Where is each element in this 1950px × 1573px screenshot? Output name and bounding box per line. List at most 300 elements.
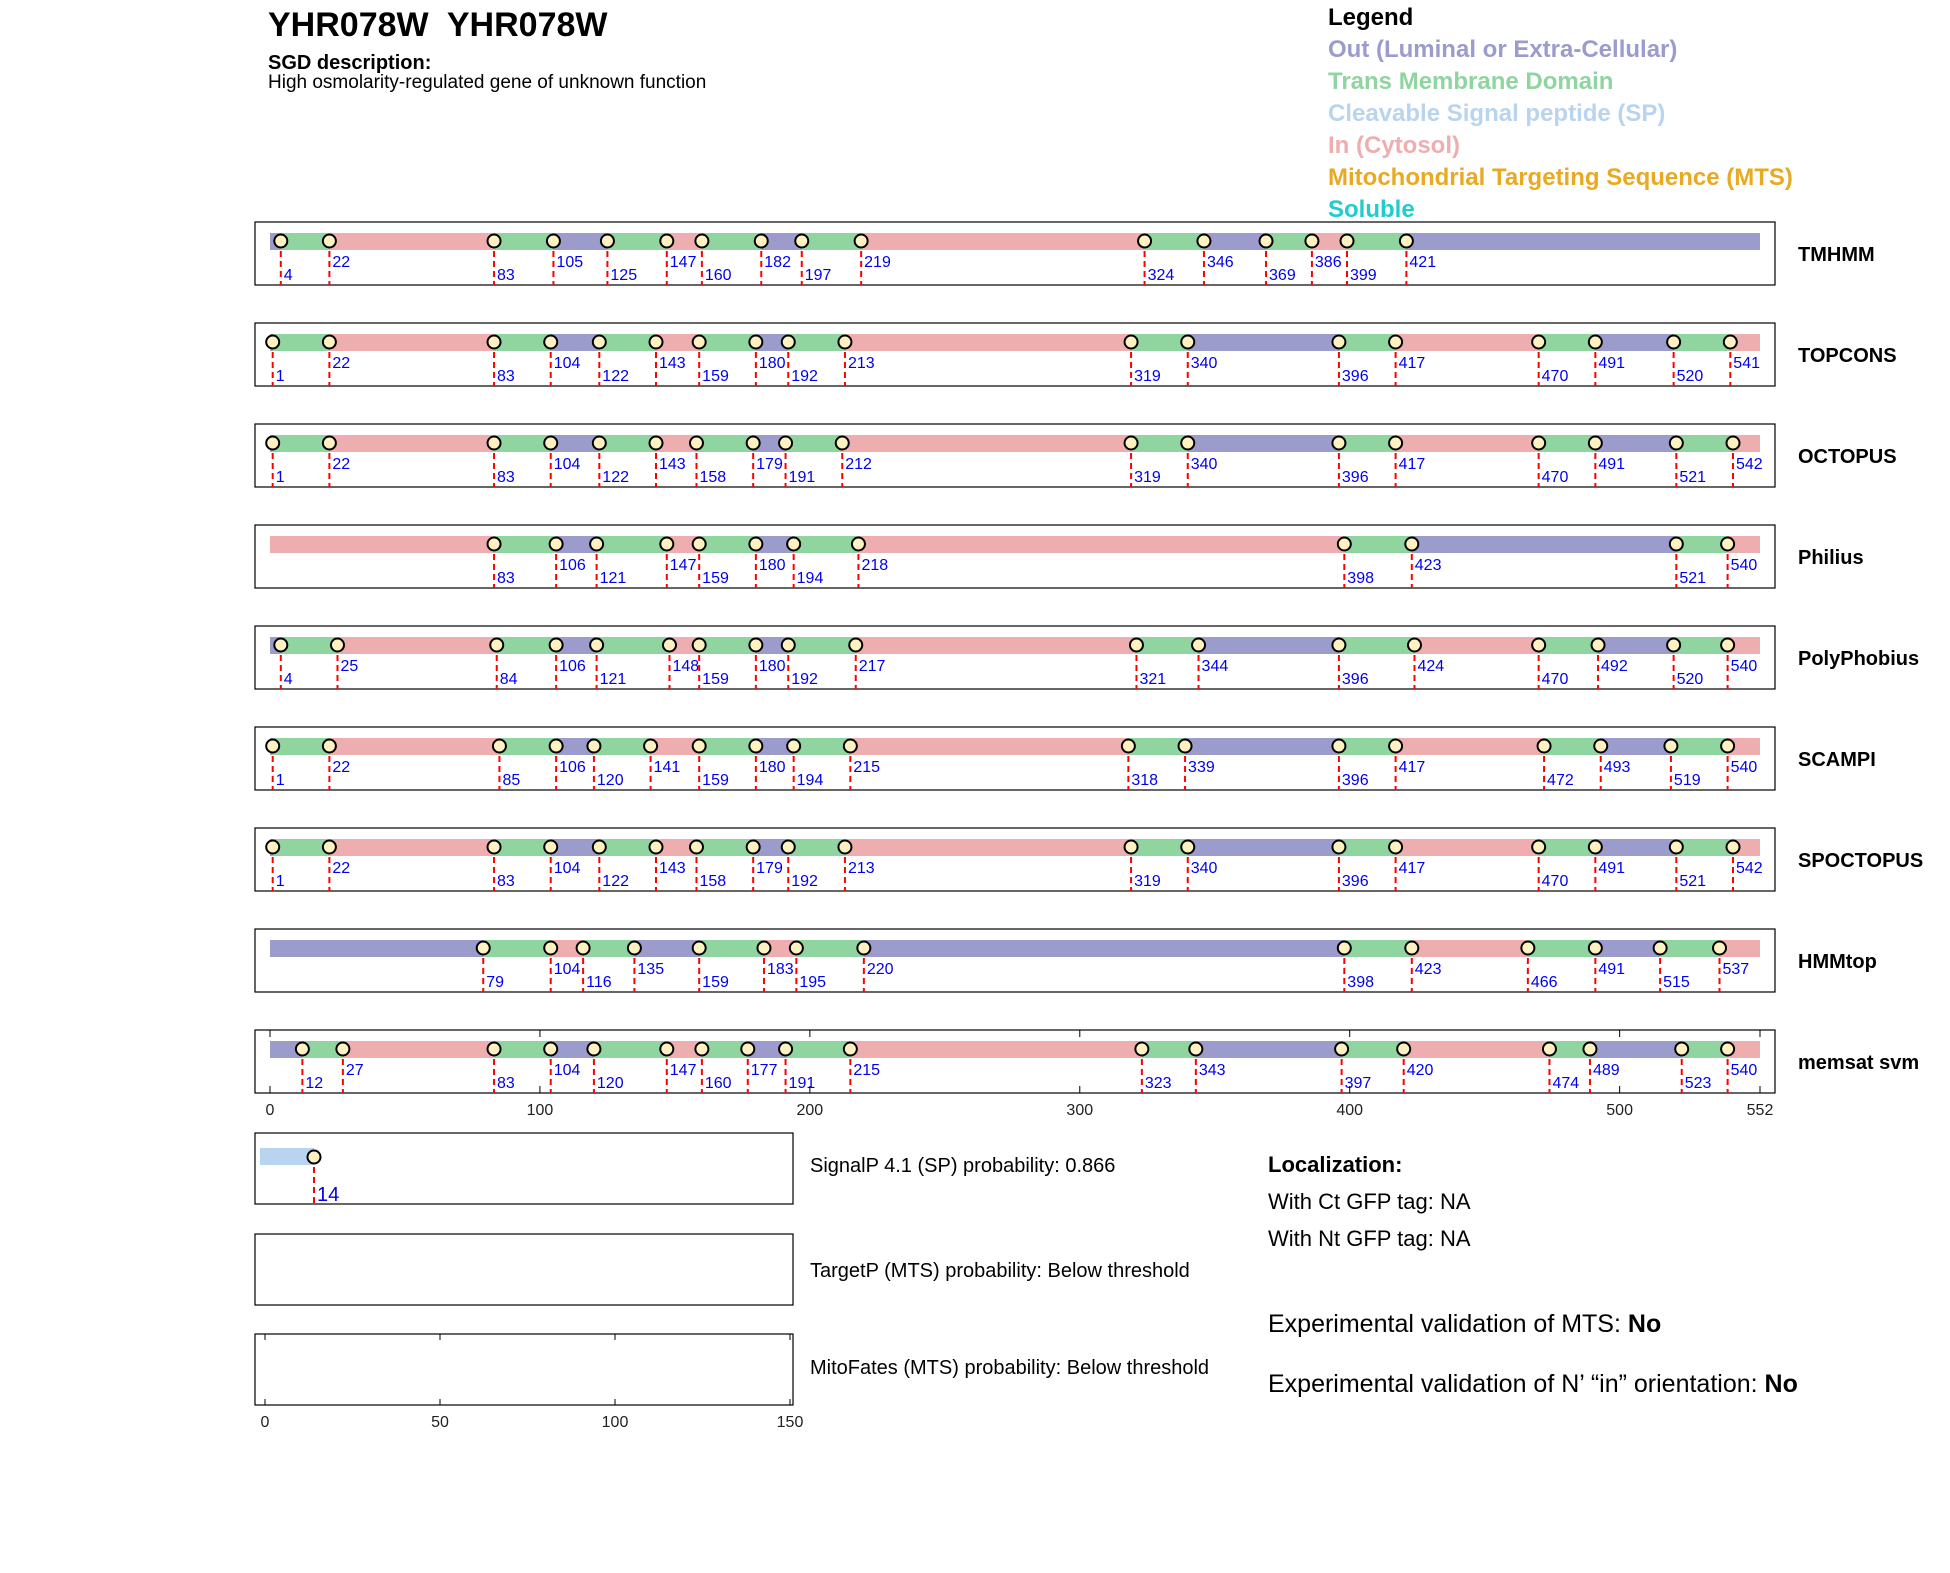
boundary-label: 25 <box>340 658 359 675</box>
validation-mts-value: No <box>1627 1310 1662 1338</box>
boundary-label: 197 <box>804 267 832 284</box>
track-memsat-svm <box>255 1030 1919 1093</box>
boundary-marker <box>587 740 600 753</box>
boundary-label: 521 <box>1679 469 1707 486</box>
track-name: TMHMM <box>1798 244 1875 266</box>
boundary-marker <box>1667 336 1680 349</box>
boundary-label: 1 <box>275 368 285 385</box>
boundary-label: 344 <box>1201 658 1229 675</box>
boundary-marker <box>1532 336 1545 349</box>
boundary-marker <box>1130 639 1143 652</box>
topology-segment <box>1131 334 1188 351</box>
boundary-marker <box>1389 336 1402 349</box>
track-name: OCTOPUS <box>1798 446 1897 468</box>
boundary-marker <box>1135 1043 1148 1056</box>
boundary-label: 158 <box>699 873 727 890</box>
boundary-marker <box>693 740 706 753</box>
boundary-label: 491 <box>1598 456 1626 473</box>
boundary-label: 83 <box>497 368 515 385</box>
topology-segment <box>337 637 496 654</box>
boundary-marker <box>1532 639 1545 652</box>
bottom-x-tick-label: 50 <box>431 1414 449 1431</box>
boundary-label: 324 <box>1147 267 1175 284</box>
topology-segment <box>1131 839 1188 856</box>
boundary-label: 219 <box>864 254 891 271</box>
topology-segment <box>786 1041 851 1058</box>
boundary-marker <box>1532 437 1545 450</box>
boundary-marker <box>593 336 606 349</box>
boundary-marker <box>590 538 603 551</box>
boundary-label: 470 <box>1541 671 1569 688</box>
boundary-marker <box>1335 1043 1348 1056</box>
boundary-label: 417 <box>1398 860 1426 877</box>
topology-segment <box>1145 233 1204 250</box>
boundary-marker <box>779 1043 792 1056</box>
topology-segment <box>1671 738 1728 755</box>
boundary-marker <box>852 538 865 551</box>
boundary-marker <box>1400 235 1413 248</box>
topology-segment <box>1539 334 1596 351</box>
boundary-marker <box>336 1043 349 1056</box>
boundary-label: 121 <box>599 671 627 688</box>
boundary-label: 340 <box>1190 456 1218 473</box>
topology-segment <box>1404 1041 1550 1058</box>
boundary-marker <box>550 538 563 551</box>
topology-segment <box>794 738 851 755</box>
boundary-label: 369 <box>1269 267 1296 284</box>
boundary-label: 192 <box>791 368 818 385</box>
boundary-label: 22 <box>332 355 351 372</box>
boundary-marker <box>577 942 590 955</box>
boundary-label: 22 <box>332 254 351 271</box>
topology-segment <box>1674 334 1731 351</box>
boundary-label: 143 <box>658 355 686 372</box>
boundary-marker <box>544 942 557 955</box>
boundary-marker <box>1721 538 1734 551</box>
boundary-label: 339 <box>1188 759 1215 776</box>
topology-segment <box>858 536 1344 553</box>
topology-segment <box>1188 435 1339 452</box>
topology-segment <box>788 637 855 654</box>
boundary-marker <box>1592 639 1605 652</box>
boundary-marker <box>1664 740 1677 753</box>
boundary-marker <box>1594 740 1607 753</box>
boundary-marker <box>857 942 870 955</box>
topology-segment <box>1396 738 1544 755</box>
topology-segment <box>1406 233 1760 250</box>
boundary-label: 423 <box>1414 557 1442 574</box>
boundary-marker <box>695 235 708 248</box>
validation-orientation-value: No <box>1764 1370 1798 1398</box>
topology-segment <box>494 334 551 351</box>
boundary-marker <box>1260 235 1273 248</box>
boundary-label: 396 <box>1341 873 1369 890</box>
topology-segment <box>499 738 556 755</box>
boundary-label: 217 <box>858 658 886 675</box>
boundary-marker <box>1138 235 1151 248</box>
boundary-label: 147 <box>669 254 697 271</box>
boundary-label: 147 <box>669 557 697 574</box>
boundary-marker <box>690 437 703 450</box>
boundary-marker <box>1583 1043 1596 1056</box>
boundary-marker <box>660 1043 673 1056</box>
topology-segment <box>1339 334 1396 351</box>
topology-segment <box>1344 940 1411 957</box>
topology-segment <box>329 738 499 755</box>
boundary-marker <box>757 942 770 955</box>
boundary-marker <box>690 841 703 854</box>
topology-segment <box>1196 1041 1342 1058</box>
topology-segment <box>1136 637 1198 654</box>
boundary-marker <box>693 538 706 551</box>
topology-segment <box>1676 435 1733 452</box>
topology-segment <box>583 940 634 957</box>
boundary-label: 104 <box>553 961 581 978</box>
boundary-marker <box>1721 1043 1734 1056</box>
boundary-label: 83 <box>497 1075 515 1092</box>
x-tick-label: 400 <box>1336 1102 1364 1119</box>
track-name: SPOCTOPUS <box>1798 850 1924 872</box>
track-spoctopus <box>255 828 1923 891</box>
localization-title: Localization: <box>1268 1152 1403 1177</box>
boundary-marker <box>1721 639 1734 652</box>
boundary-marker <box>1397 1043 1410 1056</box>
topology-segment <box>597 637 670 654</box>
boundary-marker <box>1332 639 1345 652</box>
boundary-label: 474 <box>1552 1075 1580 1092</box>
boundary-label: 466 <box>1530 974 1558 991</box>
boundary-marker <box>544 336 557 349</box>
boundary-label: 194 <box>796 570 824 587</box>
boundary-label: 520 <box>1676 368 1704 385</box>
boundary-label: 515 <box>1663 974 1690 991</box>
topology-segment <box>270 536 494 553</box>
topology-segment <box>1414 637 1538 654</box>
boundary-label: 319 <box>1134 469 1161 486</box>
boundary-marker <box>488 336 501 349</box>
topology-segment <box>1185 738 1339 755</box>
boundary-marker <box>1125 437 1138 450</box>
boundary-label: 218 <box>861 557 889 574</box>
boundary-marker <box>749 639 762 652</box>
boundary-marker <box>849 639 862 652</box>
boundary-marker <box>1181 336 1194 349</box>
topology-segment <box>607 233 666 250</box>
boundary-marker <box>663 639 676 652</box>
boundary-label: 104 <box>553 355 581 372</box>
topology-segment <box>1339 839 1396 856</box>
topology-segment <box>1528 940 1595 957</box>
topology-segment <box>845 334 1131 351</box>
boundary-label: 120 <box>596 772 624 789</box>
boundary-label: 213 <box>847 860 875 877</box>
x-tick-label: 100 <box>526 1102 554 1119</box>
boundary-label: 215 <box>853 759 881 776</box>
boundary-marker <box>323 235 336 248</box>
boundary-label: 180 <box>758 557 786 574</box>
boundary-label: 104 <box>553 1062 581 1079</box>
topology-segment <box>1539 435 1596 452</box>
localization-ct: With Ct GFP tag: NA <box>1268 1189 1471 1214</box>
topology-segment <box>1676 536 1727 553</box>
boundary-marker <box>1332 336 1345 349</box>
topology-segment <box>1347 233 1406 250</box>
boundary-label: 83 <box>497 570 515 587</box>
boundary-marker <box>1670 841 1683 854</box>
topology-segment <box>494 536 556 553</box>
validation-mts <box>1268 1310 1661 1339</box>
boundary-label: 125 <box>610 267 638 284</box>
topology-segment <box>594 738 651 755</box>
topology-segment <box>1676 839 1733 856</box>
topology-segment <box>1598 637 1674 654</box>
topology-segment <box>1595 839 1676 856</box>
boundary-marker <box>488 841 501 854</box>
boundary-marker <box>1667 639 1680 652</box>
track-tmhmm <box>255 222 1875 285</box>
validation-mts-prefix: Experimental validation of MTS: <box>1268 1310 1628 1338</box>
boundary-marker <box>749 336 762 349</box>
topology-segment <box>1674 637 1728 654</box>
boundary-label: 386 <box>1314 254 1342 271</box>
boundary-marker <box>695 1043 708 1056</box>
boundary-marker <box>649 336 662 349</box>
boundary-label: 519 <box>1673 772 1701 789</box>
boundary-marker <box>749 538 762 551</box>
boundary-marker <box>836 437 849 450</box>
track-philius <box>255 525 1864 588</box>
topology-segment <box>1339 637 1415 654</box>
track-polyphobius <box>255 626 1919 689</box>
boundary-marker <box>782 639 795 652</box>
track-frame <box>255 525 1775 588</box>
boundary-label: 396 <box>1341 671 1369 688</box>
boundary-marker <box>693 942 706 955</box>
boundary-label: 493 <box>1603 759 1631 776</box>
boundary-marker <box>601 235 614 248</box>
boundary-marker <box>1532 841 1545 854</box>
boundary-label: 540 <box>1730 658 1758 675</box>
topology-segment <box>796 940 863 957</box>
boundary-marker <box>838 841 851 854</box>
boundary-label: 104 <box>553 860 581 877</box>
boundary-marker <box>1670 437 1683 450</box>
boundary-marker <box>550 639 563 652</box>
topology-segment <box>1544 738 1601 755</box>
topology-segment <box>1539 839 1596 856</box>
boundary-label: 147 <box>669 1062 697 1079</box>
legend-item-mts: Mitochondrial Targeting Sequence (MTS) <box>1328 164 1793 191</box>
boundary-marker <box>844 740 857 753</box>
boundary-label: 492 <box>1601 658 1628 675</box>
boundary-label: 340 <box>1190 860 1218 877</box>
bottom-x-axis <box>261 1334 804 1431</box>
boundary-marker <box>795 235 808 248</box>
boundary-marker <box>1338 942 1351 955</box>
boundary-marker <box>1305 235 1318 248</box>
boundary-marker <box>590 639 603 652</box>
page-title: YHR078W YHR078W <box>268 6 608 44</box>
boundary-marker <box>323 841 336 854</box>
boundary-label: 417 <box>1398 759 1426 776</box>
boundary-label: 423 <box>1414 961 1442 978</box>
topology-segment <box>856 637 1137 654</box>
topology-segment <box>699 738 756 755</box>
boundary-label: 399 <box>1350 267 1377 284</box>
track-name: Philius <box>1798 547 1864 569</box>
boundary-marker <box>1125 336 1138 349</box>
boundary-marker <box>660 235 673 248</box>
boundary-label: 215 <box>853 1062 881 1079</box>
signalp-label: SignalP 4.1 (SP) probability: 0.866 <box>810 1155 1116 1177</box>
boundary-marker <box>660 538 673 551</box>
boundary-label: 141 <box>653 759 681 776</box>
boundary-marker <box>266 336 279 349</box>
mitofates-label: MitoFates (MTS) probability: Below threshold <box>810 1357 1210 1379</box>
topology-segment <box>1339 738 1396 755</box>
topology-segment <box>794 536 859 553</box>
boundary-marker <box>488 235 501 248</box>
boundary-label: 195 <box>799 974 827 991</box>
boundary-label: 540 <box>1730 759 1758 776</box>
topology-segment <box>273 334 330 351</box>
boundary-marker <box>1670 538 1683 551</box>
boundary-marker <box>755 235 768 248</box>
boundary-label: 491 <box>1598 961 1626 978</box>
boundary-marker <box>782 841 795 854</box>
topology-segment <box>1142 1041 1196 1058</box>
boundary-label: 470 <box>1541 469 1569 486</box>
targetp-label: TargetP (MTS) probability: Below threshold <box>810 1260 1190 1282</box>
boundary-label: 541 <box>1733 355 1761 372</box>
boundary-label: 121 <box>599 570 627 587</box>
boundary-label: 397 <box>1344 1075 1372 1092</box>
boundary-label: 135 <box>637 961 665 978</box>
topology-segment <box>1131 435 1188 452</box>
topology-segment <box>599 334 656 351</box>
boundary-marker <box>1181 437 1194 450</box>
boundary-marker <box>266 437 279 450</box>
topology-segment <box>1188 334 1339 351</box>
boundary-marker <box>649 841 662 854</box>
boundary-label: 1 <box>275 873 285 890</box>
topology-segment <box>850 738 1128 755</box>
topology-segment <box>1204 233 1266 250</box>
boundary-label: 106 <box>559 557 586 574</box>
boundary-label: 420 <box>1406 1062 1434 1079</box>
boundary-label: 521 <box>1679 570 1707 587</box>
boundary-marker <box>493 740 506 753</box>
boundary-marker <box>547 235 560 248</box>
x-tick-label: 200 <box>796 1102 824 1119</box>
x-tick-label: 500 <box>1606 1102 1633 1119</box>
boundary-label: 183 <box>766 961 794 978</box>
topology-segment <box>1339 435 1396 452</box>
topology-segment <box>634 940 699 957</box>
boundary-marker <box>488 538 501 551</box>
boundary-marker <box>1589 942 1602 955</box>
boundary-label: 323 <box>1144 1075 1172 1092</box>
legend-item-soluble: Soluble <box>1328 196 1415 223</box>
topology-segment <box>861 233 1144 250</box>
sgd-description-text: High osmolarity-regulated gene of unknown function <box>268 72 707 93</box>
boundary-marker <box>628 942 641 955</box>
signal-peptide-marker <box>308 1151 321 1164</box>
boundary-label: 104 <box>553 456 581 473</box>
boundary-marker <box>1122 740 1135 753</box>
boundary-marker <box>790 942 803 955</box>
topology-segment <box>1396 334 1539 351</box>
boundary-marker <box>1654 942 1667 955</box>
boundary-marker <box>323 336 336 349</box>
topology-segment <box>1412 536 1677 553</box>
mitofates-panel <box>255 1334 793 1405</box>
boundary-label: 520 <box>1676 671 1704 688</box>
x-tick-label: 552 <box>1746 1102 1774 1119</box>
boundary-marker <box>266 841 279 854</box>
topology-segment <box>1412 940 1528 957</box>
boundary-marker <box>779 437 792 450</box>
boundary-label: 143 <box>658 456 686 473</box>
boundary-marker <box>1405 538 1418 551</box>
boundary-label: 180 <box>758 355 786 372</box>
topology-segment <box>553 233 607 250</box>
topology-segment <box>699 334 756 351</box>
topology-segment <box>699 536 756 553</box>
boundary-label: 160 <box>704 267 732 284</box>
boundary-label: 22 <box>332 759 351 776</box>
track-frame <box>255 222 1775 285</box>
boundary-marker <box>323 437 336 450</box>
boundary-label: 417 <box>1398 456 1426 473</box>
boundary-marker <box>1727 437 1740 450</box>
boundary-label: 319 <box>1134 873 1161 890</box>
topology-segment <box>1539 637 1598 654</box>
boundary-label: 83 <box>497 469 515 486</box>
boundary-label: 160 <box>704 1075 732 1092</box>
boundary-marker <box>266 740 279 753</box>
boundary-label: 470 <box>1541 873 1569 890</box>
boundary-marker <box>1521 942 1534 955</box>
boundary-marker <box>1338 538 1351 551</box>
boundary-marker <box>274 235 287 248</box>
boundary-marker <box>1727 841 1740 854</box>
boundary-label: 321 <box>1139 671 1167 688</box>
topology-segment <box>1601 738 1671 755</box>
topology-segment <box>494 1041 551 1058</box>
topology-segment <box>1595 940 1660 957</box>
boundary-label: 79 <box>486 974 505 991</box>
boundary-marker <box>550 740 563 753</box>
topology-segment <box>802 233 861 250</box>
topology-segment <box>702 233 761 250</box>
boundary-label: 340 <box>1190 355 1218 372</box>
boundary-marker <box>1675 1043 1688 1056</box>
boundary-label: 1 <box>275 469 285 486</box>
boundary-label: 346 <box>1206 254 1234 271</box>
boundary-label: 220 <box>866 961 894 978</box>
boundary-label: 22 <box>332 860 351 877</box>
boundary-label: 194 <box>796 772 824 789</box>
boundary-marker <box>693 639 706 652</box>
topology-segment <box>699 637 756 654</box>
x-tick-label: 0 <box>265 1102 275 1119</box>
topology-segment <box>699 940 764 957</box>
boundary-marker <box>1589 841 1602 854</box>
boundary-label: 4 <box>283 267 293 284</box>
boundary-label: 122 <box>602 469 630 486</box>
boundary-label: 22 <box>332 456 351 473</box>
